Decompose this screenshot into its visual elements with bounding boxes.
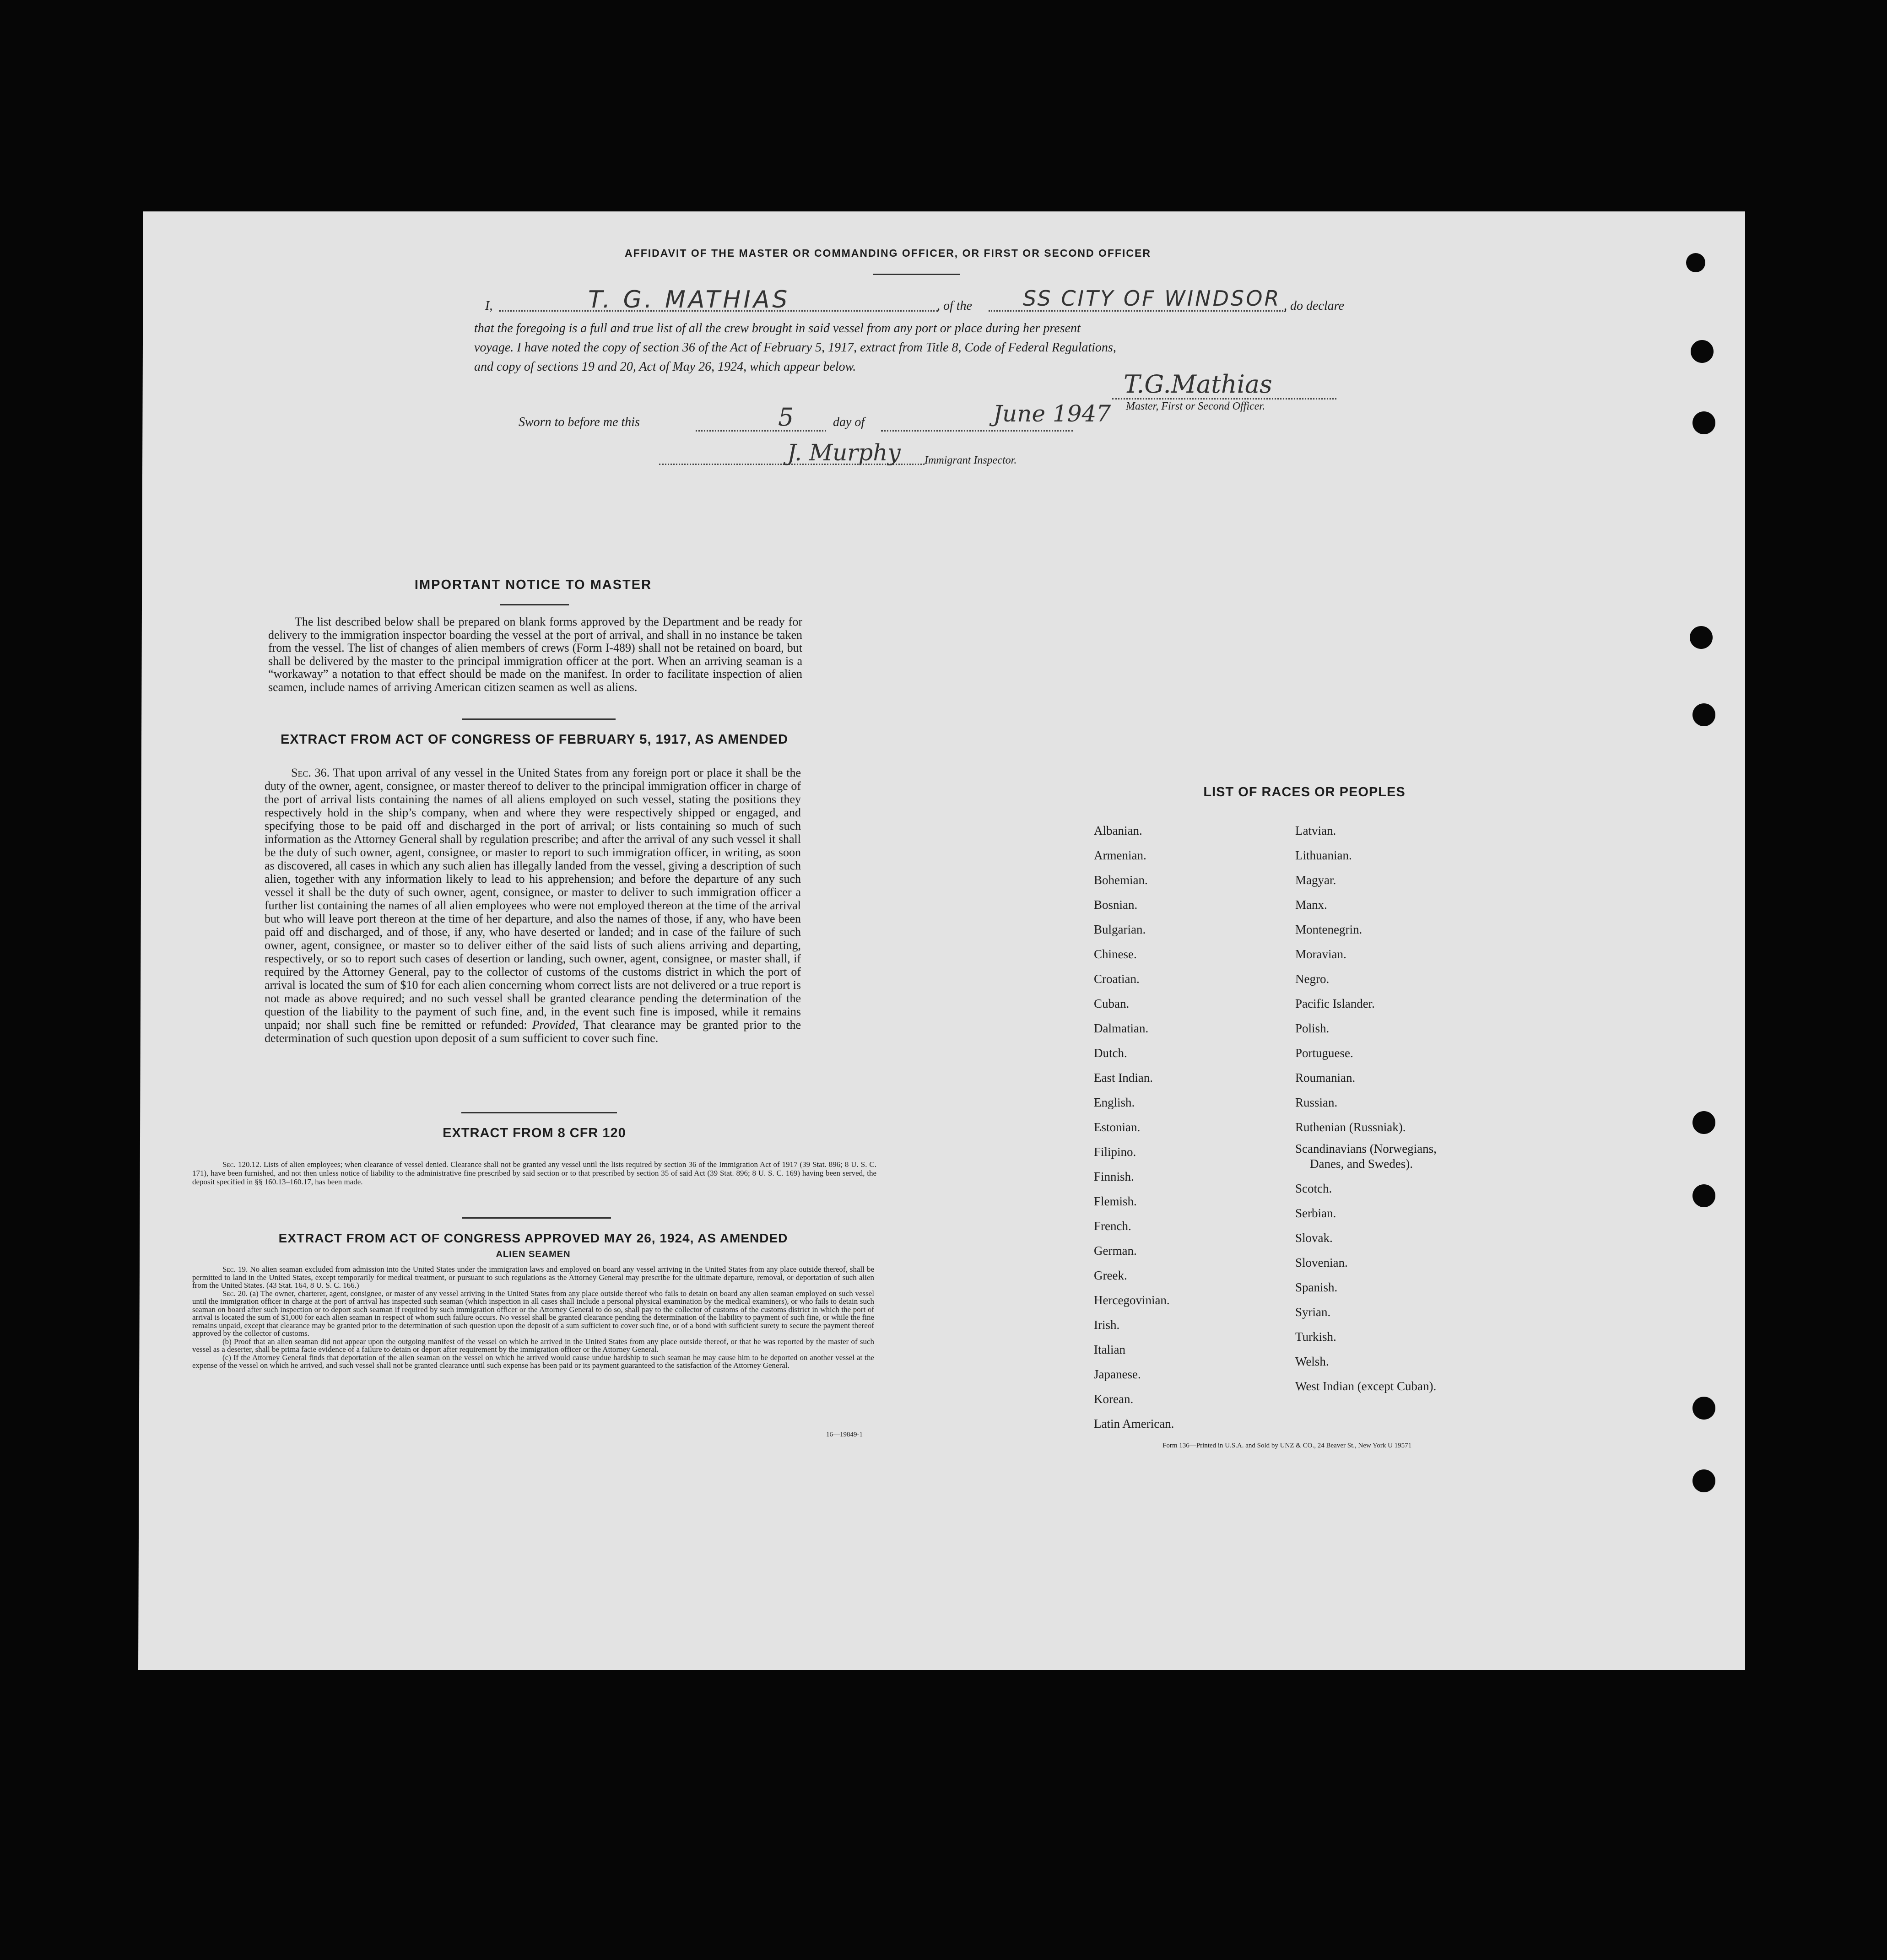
extract-1917-title: EXTRACT FROM ACT OF CONGRESS OF FEBRUARY 5, 1917, AS AMENDED (281, 732, 788, 747)
race-item: Welsh. (1295, 1355, 1329, 1368)
signature-caption: Master, First or Second Officer. (1126, 400, 1265, 412)
section-rule (461, 1112, 617, 1113)
race-item: Armenian. (1094, 848, 1146, 862)
race-item: Scandinavians (Norwegians, Danes, and Swedes). (1295, 1142, 1437, 1171)
sec-36-body: That upon arrival of any vessel in the United States from any foreign port or place it shall be the duty of the owner, agent, consignee, or master thereof to deliver to the principal immigration officer in charge of the port of arrival lists containing the names of all aliens employed on such vessel, stating the positions they respectively hold in the ship’s company, when and where they were respectively shipped or engaged, and specifying those to be paid off and discharged in the port of arrival; or lists containing so much of such information as the Attorney General shall by regulation prescribe; and after the arrival of any such vessel it shall be the duty of such owner, agent, consignee, or master to report to such immigration officer, in writing, as soon as discovered, all cases in which any such alien has illegally landed from the vessel, giving a description of such alien, together with any information likely to lead to his apprehension; and before the departure of any such vessel it shall be the duty of such owner, agent, consignee, or master to deliver to such immigration officer a further list containing the names of all alien employees who were not employed thereon at the time of the arrival but who will leave port thereon at the time of her departure, and also the names of those, if any, who have been paid off and discharged, and of those, if any, who have deserted or landed; and in case of the failure of such owner, agent, consignee, or master so to deliver either of the said lists of such aliens arriving and departing, respectively, or so to report such cases of desertion or landing, such owner, agent, consignee, or master shall, if required by the Attorney General, pay to the collector of customs of the customs district in which the port of arrival is located the sum of $10 for each alien concerning whom correct lists are not delivered or a true report is not made as above required; and no such vessel shall be granted clearance pending the determination of the question of the liability to the payment of such fine, and, in the event such fine is imposed, while it remains unpaid; nor shall such fine be remitted or refunded: (265, 766, 801, 1031)
punch-hole (1692, 1397, 1715, 1420)
section-rule (462, 1217, 611, 1219)
race-item: Slovenian. (1295, 1256, 1348, 1269)
race-item: Japanese. (1094, 1367, 1141, 1381)
race-item: Spanish. (1295, 1280, 1338, 1294)
notice-text: The list described below shall be prepared on blank forms approved by the Department and be ready for delivery to the immigration inspector boarding the vessel at the port of arrival, and shall in no instance be taken from the vessel. The list of changes of alien members of crews (Form I-489) shall not be retained on board, but shall be delivered by the master to the principal immigration officer at the port. When an arriving seaman is a “workaway” a notation to that effect should be made on the manifest. In order to facilitate inspection of alien seamen, include names of arriving American citizen seamen as well as aliens. (268, 615, 802, 694)
punch-hole (1690, 626, 1713, 649)
inspector-caption: Immigrant Inspector. (925, 454, 1017, 466)
race-item: Bohemian. (1094, 873, 1148, 887)
sec-20c-paragraph: (c) If the Attorney General finds that deportation of the alien seaman on the vessel on which he arrived would cause undue hardship to such seaman he may cause him to be deported on another vessel at the expense of the vessel on which he arrived, and such vessel shall not be granted clearance until such expense has been paid or its payment guaranteed to the satisfaction of the Attorney General. (192, 1353, 874, 1370)
affidavit-body (474, 319, 1390, 377)
date-line (881, 430, 1073, 432)
punch-hole (1691, 340, 1714, 363)
extract-1917-text (265, 766, 801, 1045)
section-rule (462, 718, 616, 720)
race-item: Negro. (1295, 972, 1330, 986)
race-item: Filipino. (1094, 1145, 1136, 1159)
race-item: Montenegrin. (1295, 923, 1363, 936)
affidavit-body-line: voyage. I have noted the copy of section 36 of the Act of February 5, 1917, extract from Title 8, Code of Federal Regulations, (474, 340, 1116, 355)
extract-1924-text (192, 1265, 874, 1370)
pronoun-label: I, (485, 299, 493, 313)
extract-1924-title: EXTRACT FROM ACT OF CONGRESS APPROVED MAY 26, 1924, AS AMENDED (278, 1231, 788, 1245)
provided-word: Provided, (532, 1018, 579, 1031)
of-the-label: , of the (937, 299, 972, 313)
race-item: Moravian. (1295, 947, 1346, 961)
do-declare-label: , do declare (1284, 299, 1344, 313)
sec-120-label: Sec. 120.12. (222, 1160, 261, 1169)
race-item: Flemish. (1094, 1194, 1137, 1208)
master-signature: T.G.Mathias (1124, 370, 1272, 399)
sec-20-paragraph (192, 1290, 874, 1338)
sworn-label: Sworn to before me this (519, 415, 640, 429)
race-item: English. (1094, 1096, 1135, 1109)
races-column-2 (1295, 824, 1437, 1404)
affidavit-title: AFFIDAVIT OF THE MASTER OR COMMANDING OFFICER, OR FIRST OR SECOND OFFICER (625, 247, 1151, 259)
race-item: Syrian. (1295, 1305, 1331, 1319)
race-item: Manx. (1295, 898, 1327, 912)
signature-line (1112, 398, 1336, 400)
title-rule (873, 274, 960, 275)
sec-20-label: Sec. 20. (222, 1289, 248, 1298)
sec-19-label: Sec. 19. (222, 1265, 248, 1274)
inspector-signature: J. Murphy (787, 439, 901, 466)
races-title: LIST OF RACES OR PEOPLES (1203, 785, 1406, 799)
sec-19-paragraph (192, 1265, 874, 1290)
race-item: Polish. (1295, 1021, 1330, 1035)
race-item: Italian (1094, 1343, 1125, 1356)
race-item: Lithuanian. (1295, 848, 1352, 862)
race-item: Magyar. (1295, 873, 1336, 887)
race-item: Greek. (1094, 1269, 1127, 1282)
race-item: Latin American. (1094, 1417, 1174, 1431)
race-item: East Indian. (1094, 1071, 1153, 1085)
race-item: Dutch. (1094, 1046, 1127, 1060)
extract-1924-subtitle: ALIEN SEAMEN (496, 1249, 571, 1259)
race-item: Roumanian. (1295, 1071, 1356, 1085)
punch-hole (1686, 253, 1705, 272)
race-item: Irish. (1094, 1318, 1120, 1332)
punch-hole (1692, 703, 1715, 726)
race-item: Turkish. (1295, 1330, 1336, 1344)
race-item: Estonian. (1094, 1120, 1141, 1134)
sec-20a-body: (a) The owner, charterer, agent, consignee, or master of any vessel arriving in the United States from any place outside thereof who fails to detain on board any alien seaman employed on such vessel until the immigration officer in charge at the port of arrival has inspected such seaman (which inspection in all cases shall include a personal physical examination by the medical examiners), or who fails to detain such seaman on board after such inspection or to deport such seaman if required by such immigration officer or the Attorney General to do so, shall pay to the collector of customs of the customs district in which the port of arrival is located the sum of $1,000 for each alien seaman in respect of whom such failure occurs. No vessel shall be granted clearance pending the determination of the liability to payment of such fine, or while the fine remains unpaid, except that clearance may be granted prior to the determination of such question upon the deposit of a sum sufficient to cover such fine, or of a bond with sufficient surety to secure the payment thereof approved by the collector of customs. (192, 1289, 874, 1338)
affidavit-first-line (474, 288, 1826, 316)
sworn-day-handwritten: 5 (778, 403, 794, 432)
sec-36-label: Sec. 36. (291, 766, 330, 779)
race-item: Cuban. (1094, 997, 1130, 1010)
extract-cfr-text (192, 1160, 876, 1186)
race-item: Croatian. (1094, 972, 1140, 986)
race-item: Slovak. (1295, 1231, 1333, 1245)
race-item: Pacific Islander. (1295, 997, 1375, 1010)
form-code: 16—19849-1 (826, 1431, 863, 1438)
race-item: French. (1094, 1219, 1131, 1233)
notice-title: IMPORTANT NOTICE TO MASTER (414, 578, 652, 592)
punch-hole (1692, 1469, 1715, 1492)
race-item: Serbian. (1295, 1206, 1336, 1220)
race-item: West Indian (except Cuban). (1295, 1379, 1437, 1393)
race-item: Latvian. (1295, 824, 1336, 837)
sec-20b-paragraph: (b) Proof that an alien seaman did not appear upon the outgoing manifest of the vessel on which he arrived in the United States from any place outside thereof, or that he was reported by the master of such vessel as a deserter, shall be prima facie evidence of a failure to detain or deport after requirement by the immigration officer or the Attorney General. (192, 1337, 874, 1354)
sec-120-body: Lists of alien employees; when clearance of vessel denied. Clearance shall not be granted any vessel until the lists required by section 36 of the Immigration Act of 1917 (39 Stat. 896; 8 U. S. C. 171), have been furnished, and not then unless notice of liability to the administrative fine prescribed by said section or to that prescribed by section 35 of said Act (39 Stat. 896; 8 U. S. C. 169) having been served, the deposit specified in §§ 160.13–160.17, has been made. (192, 1160, 876, 1186)
sec-36-end: That clearance may be granted prior to the determination of such question upon deposit of a sum sufficient to cover such fine. (265, 1018, 801, 1045)
race-item: Russian. (1295, 1096, 1338, 1109)
day-line (696, 430, 826, 432)
sworn-date-handwritten: June 1947 (993, 400, 1111, 427)
race-item: Finnish. (1094, 1170, 1134, 1183)
notice-rule (500, 604, 569, 605)
race-item: Hercegovinian. (1094, 1293, 1170, 1307)
race-item: Portuguese. (1295, 1046, 1353, 1060)
race-item: Chinese. (1094, 947, 1137, 961)
extract-cfr-title: EXTRACT FROM 8 CFR 120 (443, 1126, 626, 1140)
race-item: Albanian. (1094, 824, 1142, 837)
vessel-name-handwritten: SS CITY OF WINDSOR (1023, 286, 1281, 311)
punch-hole (1692, 1184, 1715, 1207)
race-item: Bulgarian. (1094, 923, 1146, 936)
races-column-1 (1094, 824, 1174, 1442)
race-item: Ruthenian (Russniak). (1295, 1120, 1406, 1134)
race-item: Korean. (1094, 1392, 1134, 1406)
race-item: Bosnian. (1094, 898, 1138, 912)
day-of-label: day of (833, 415, 865, 429)
affidavit-body-line: and copy of sections 19 and 20, Act of May 26, 1924, which appear below. (474, 360, 856, 374)
master-name-handwritten: T. G. MATHIAS (588, 286, 790, 313)
sec-19-body: No alien seaman excluded from admission into the United States under the immigration laws and employed on board any vessel arriving in the United States from any place outside thereof, shall be permitted to land in the United States, except temporarily for medical treatment, or pursuant to such regulations as the Attorney General may prescribe for the ultimate departure, removal, or deportation of such alien from the United States. (43 Stat. 164, 8 U. S. C. 166.) (192, 1265, 875, 1290)
punch-hole (1692, 1111, 1715, 1134)
race-item: German. (1094, 1244, 1137, 1258)
punch-hole (1692, 411, 1715, 434)
race-item: Scotch. (1295, 1182, 1332, 1195)
affidavit-body-line: that the foregoing is a full and true list of all the crew brought in said vessel from any port or place during her present (474, 321, 1081, 335)
printer-footer: Form 136—Printed in U.S.A. and Sold by UNZ & CO., 24 Beaver St., New York U 19571 (1162, 1442, 1412, 1449)
race-item: Dalmatian. (1094, 1021, 1149, 1035)
